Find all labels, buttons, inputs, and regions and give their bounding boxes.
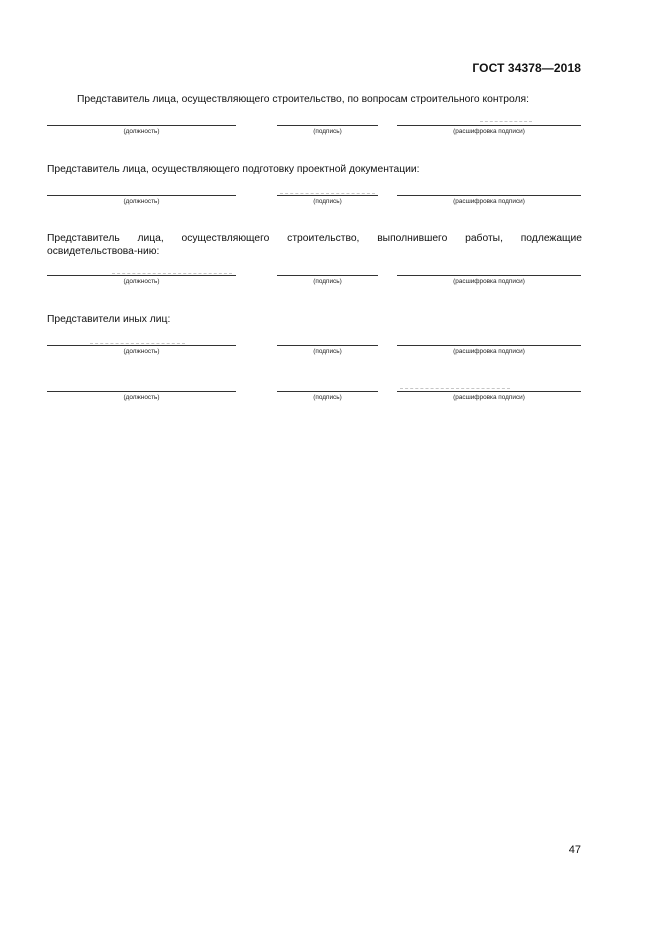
decoding-field[interactable] bbox=[397, 195, 581, 208]
position-caption: (должность) bbox=[123, 128, 160, 135]
document-code: ГОСТ 34378—2018 bbox=[472, 61, 581, 75]
decoding-caption: (расшифровка подписи) bbox=[453, 128, 525, 135]
scan-artifact bbox=[112, 273, 232, 275]
position-field[interactable] bbox=[47, 345, 236, 358]
signature-field[interactable] bbox=[277, 125, 378, 138]
signature-row bbox=[0, 125, 661, 145]
position-field[interactable] bbox=[47, 391, 236, 404]
signature-caption: (подпись) bbox=[313, 394, 342, 401]
signature-row bbox=[0, 195, 661, 215]
signature-caption: (подпись) bbox=[313, 348, 342, 355]
section-heading-works-performed: Представитель лица, осуществляющего строительство, выполнившего работы, подлежащие освидетельствова-нию: bbox=[47, 233, 582, 257]
decoding-caption: (расшифровка подписи) bbox=[453, 198, 525, 205]
signature-row bbox=[0, 275, 661, 295]
decoding-caption: (расшифровка подписи) bbox=[453, 394, 525, 401]
decoding-field[interactable] bbox=[397, 275, 581, 288]
signature-caption: (подпись) bbox=[313, 278, 342, 285]
decoding-caption: (расшифровка подписи) bbox=[453, 348, 525, 355]
section-heading-design-documentation: Представитель лица, осуществляющего подготовку проектной документации: bbox=[47, 164, 420, 175]
position-caption: (должность) bbox=[123, 198, 160, 205]
signature-field[interactable] bbox=[277, 275, 378, 288]
signature-row bbox=[0, 345, 661, 365]
decoding-caption: (расшифровка подписи) bbox=[453, 278, 525, 285]
signature-caption: (подпись) bbox=[313, 128, 342, 135]
scan-artifact bbox=[280, 193, 375, 195]
signature-field[interactable] bbox=[277, 345, 378, 358]
decoding-field[interactable] bbox=[397, 125, 581, 138]
scan-artifact bbox=[480, 121, 532, 123]
page-number: 47 bbox=[568, 844, 581, 856]
scan-artifact bbox=[400, 388, 510, 390]
signature-row bbox=[0, 391, 661, 411]
decoding-field[interactable] bbox=[397, 345, 581, 358]
position-field[interactable] bbox=[47, 275, 236, 288]
section-heading-construction-control: Представитель лица, осуществляющего строительство, по вопросам строительного контроля: bbox=[77, 94, 529, 105]
signature-field[interactable] bbox=[277, 195, 378, 208]
section-heading-other-parties: Представители иных лиц: bbox=[47, 314, 171, 325]
signature-field[interactable] bbox=[277, 391, 378, 404]
scan-artifact bbox=[90, 343, 185, 345]
position-caption: (должность) bbox=[123, 348, 160, 355]
signature-caption: (подпись) bbox=[313, 198, 342, 205]
position-field[interactable] bbox=[47, 125, 236, 138]
position-caption: (должность) bbox=[123, 394, 160, 401]
position-caption: (должность) bbox=[123, 278, 160, 285]
position-field[interactable] bbox=[47, 195, 236, 208]
decoding-field[interactable] bbox=[397, 391, 581, 404]
